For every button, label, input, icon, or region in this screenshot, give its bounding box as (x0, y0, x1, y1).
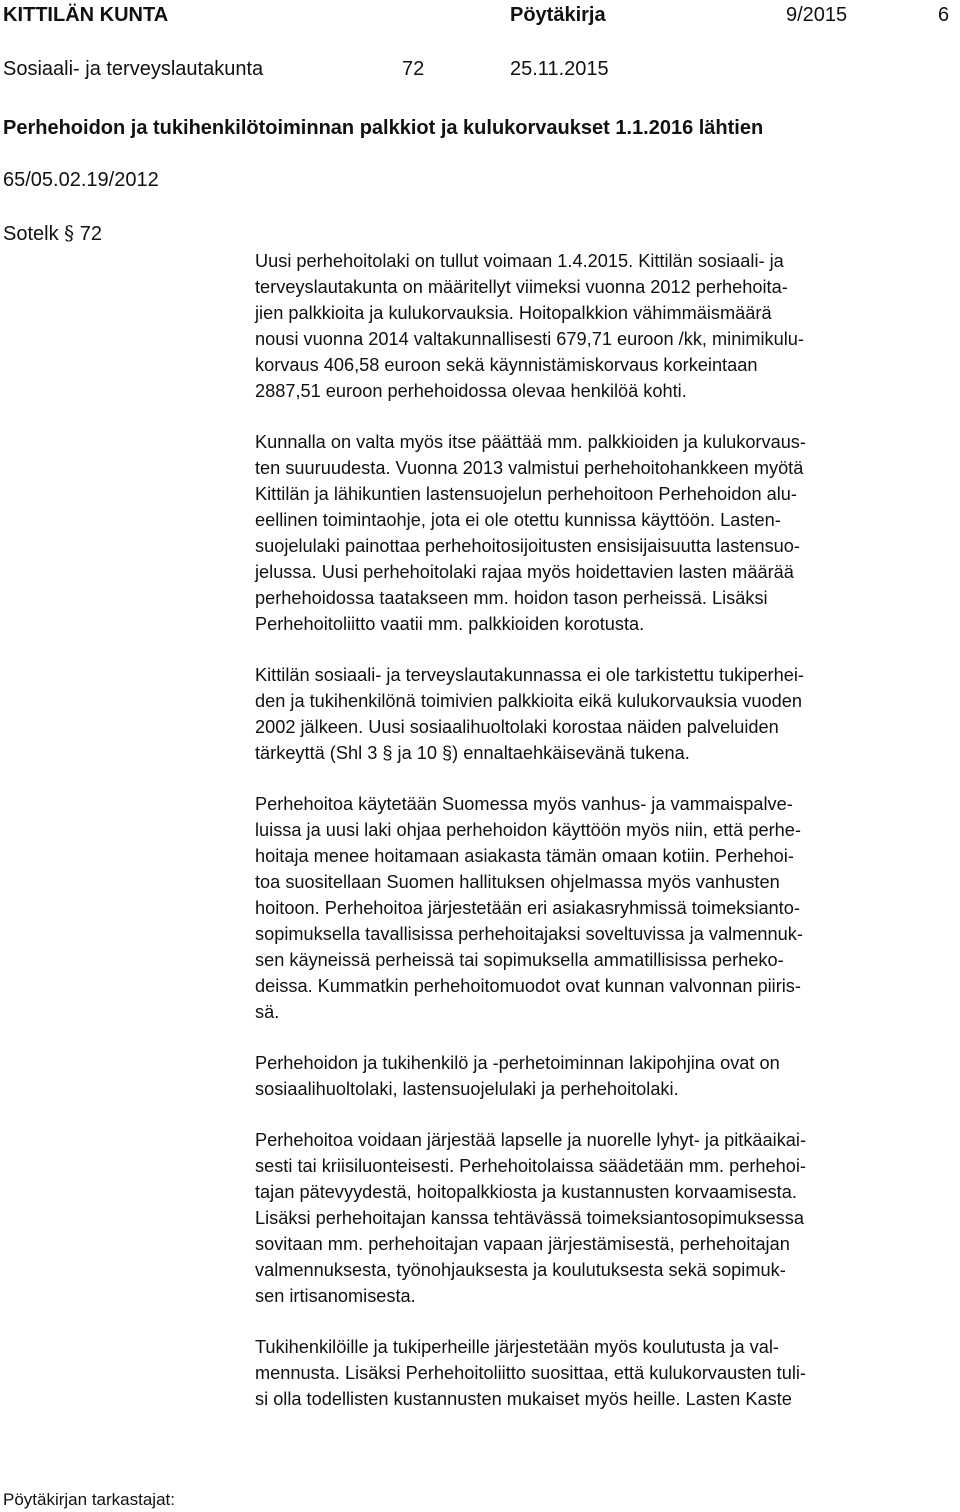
paragraph-line: suojelulaki painottaa perhehoitosijoitusten ensisijaisuutta lastensuo- (255, 536, 800, 556)
paragraph-line: Perhehoitoa käytetään Suomessa myös vanhus- ja vammaispalve- (255, 794, 793, 814)
body-text (255, 248, 955, 1437)
section-symbol: § (64, 221, 75, 245)
organization-name: KITTILÄN KUNTA (3, 4, 169, 26)
document-type: Pöytäkirja (510, 4, 606, 26)
paragraph-line: Perhehoidon ja tukihenkilö ja -perhetoiminnan lakipohjina ovat on (255, 1053, 780, 1073)
item-reference: 65/05.02.19/2012 (3, 169, 159, 191)
paragraph-line: korvaus 406,58 euroon sekä käynnistämiskorvaus korkeintaan (255, 355, 758, 375)
paragraph-line: hoitaja menee hoitamaan asiakasta tämän omaan kotiin. Perhehoi- (255, 846, 794, 866)
paragraph-line: Tukihenkilöille ja tukiperheille järjestetään myös koulutusta ja val- (255, 1337, 779, 1357)
paragraph (255, 429, 955, 637)
paragraph-line: jien palkkioita ja kulukorvauksia. Hoitopalkkion vähimmäismäärä (255, 303, 772, 323)
paragraph (255, 1127, 955, 1309)
paragraph-line: sopimuksella tavallisissa perhehoitajaksi soveltuvissa ja valmennuk- (255, 924, 803, 944)
paragraph-line: Kittilän sosiaali- ja terveyslautakunnassa ei ole tarkistettu tukiperhei- (255, 665, 804, 685)
paragraph-line: tärkeyttä (Shl 3 § ja 10 §) ennaltaehkäisevänä tukena. (255, 743, 690, 763)
paragraph-line: Lisäksi perhehoitajan kanssa tehtävässä toimeksiantosopimuksessa (255, 1208, 804, 1228)
paragraph-line: Perhehoitoliitto vaatii mm. palkkioiden korotusta. (255, 614, 645, 634)
paragraph-line: luissa ja uusi laki ohjaa perhehoidon käyttöön myös niin, että perhe- (255, 820, 801, 840)
paragraph-line: sovitaan mm. perhehoitajan vapaan järjestämisestä, perhehoitajan (255, 1234, 790, 1254)
paragraph (255, 791, 955, 1025)
paragraph-line: sesti tai kriisiluonteisesti. Perhehoitolaissa säädetään mm. perhehoi- (255, 1156, 806, 1176)
paragraph-line: Kittilän ja lähikuntien lastensuojelun perhehoitoon Perhehoidon alu- (255, 484, 797, 504)
meeting-date: 25.11.2015 (510, 58, 609, 80)
item-title: Perhehoidon ja tukihenkilötoiminnan palkkiot ja kulukorvaukset 1.1.2016 lähtien (3, 117, 764, 139)
paragraph-line: mennusta. Lisäksi Perhehoitoliitto suosittaa, että kulukorvausten tuli- (255, 1363, 806, 1383)
paragraph (255, 662, 955, 766)
page-number: 6 (938, 4, 950, 26)
paragraph-line: eellinen toimintaohje, jota ei ole otettu kunnissa käyttöön. Lasten- (255, 510, 781, 530)
paragraph-line: hoitoon. Perhehoitoa järjestetään eri asiakasryhmissä toimeksianto- (255, 898, 800, 918)
paragraph-line: sä. (255, 1002, 280, 1022)
paragraph-line: terveyslautakunta on määritellyt viimeksi vuonna 2012 perhehoita- (255, 277, 788, 297)
paragraph-line: valmennuksesta, työnohjauksesta ja koulutuksesta sekä sopimuk- (255, 1260, 786, 1280)
footer-reviewers-label: Pöytäkirjan tarkastajat: (3, 1490, 175, 1509)
paragraph-line: perhehoidossa taatakseen mm. hoidon tason perheissä. Lisäksi (255, 588, 768, 608)
paragraph-line: Uusi perhehoitolaki on tullut voimaan 1.4.2015. Kittilän sosiaali- ja (255, 251, 784, 271)
paragraph-line: Kunnalla on valta myös itse päättää mm. palkkioiden ja kulukorvaus- (255, 432, 806, 452)
paragraph-line: sosiaalihuoltolaki, lastensuojelulaki ja perhehoitolaki. (255, 1079, 679, 1099)
meeting-section-number: 72 (402, 58, 425, 80)
paragraph-line: si olla todellisten kustannusten mukaiset myös heille. Lasten Kaste (255, 1389, 792, 1409)
section-label-number: 72 (79, 223, 102, 245)
paragraph-line: toa suositellaan Suomen hallituksen ohjelmassa myös vanhusten (255, 872, 780, 892)
paragraph-line: deissa. Kummatkin perhehoitomuodot ovat kunnan valvonnan piiris- (255, 976, 801, 996)
paragraph-line: Perhehoitoa voidaan järjestää lapselle ja nuorelle lyhyt- ja pitkäaikai- (255, 1130, 806, 1150)
section-label (3, 221, 102, 246)
paragraph-line: ten suuruudesta. Vuonna 2013 valmistui perhehoitohankkeen myötä (255, 458, 804, 478)
paragraph-line: 2002 jälkeen. Uusi sosiaalihuoltolaki korostaa näiden palveluiden (255, 717, 779, 737)
paragraph-line: den ja tukihenkilönä toimivien palkkioita eikä kulukorvauksia vuoden (255, 691, 802, 711)
paragraph-line: sen käyneissä perheissä tai sopimuksella ammatillisissa perheko- (255, 950, 784, 970)
paragraph-line: 2887,51 euroon perhehoidossa olevaa henkilöä kohti. (255, 381, 687, 401)
paragraph (255, 1334, 955, 1412)
paragraph-line: sen irtisanomisesta. (255, 1286, 416, 1306)
paragraph-line: nousi vuonna 2014 valtakunnallisesti 679,71 euroon /kk, minimikulu- (255, 329, 804, 349)
paragraph-line: jelussa. Uusi perhehoitolaki rajaa myös hoidettavien lasten määrää (255, 562, 794, 582)
paragraph (255, 248, 955, 404)
committee-name: Sosiaali- ja terveyslautakunta (3, 58, 264, 80)
section-label-text: Sotelk (3, 223, 59, 245)
paragraph-line: tajan pätevyydestä, hoitopalkkiosta ja kustannusten korvaamisesta. (255, 1182, 797, 1202)
paragraph (255, 1050, 955, 1102)
document-number: 9/2015 (786, 4, 848, 26)
